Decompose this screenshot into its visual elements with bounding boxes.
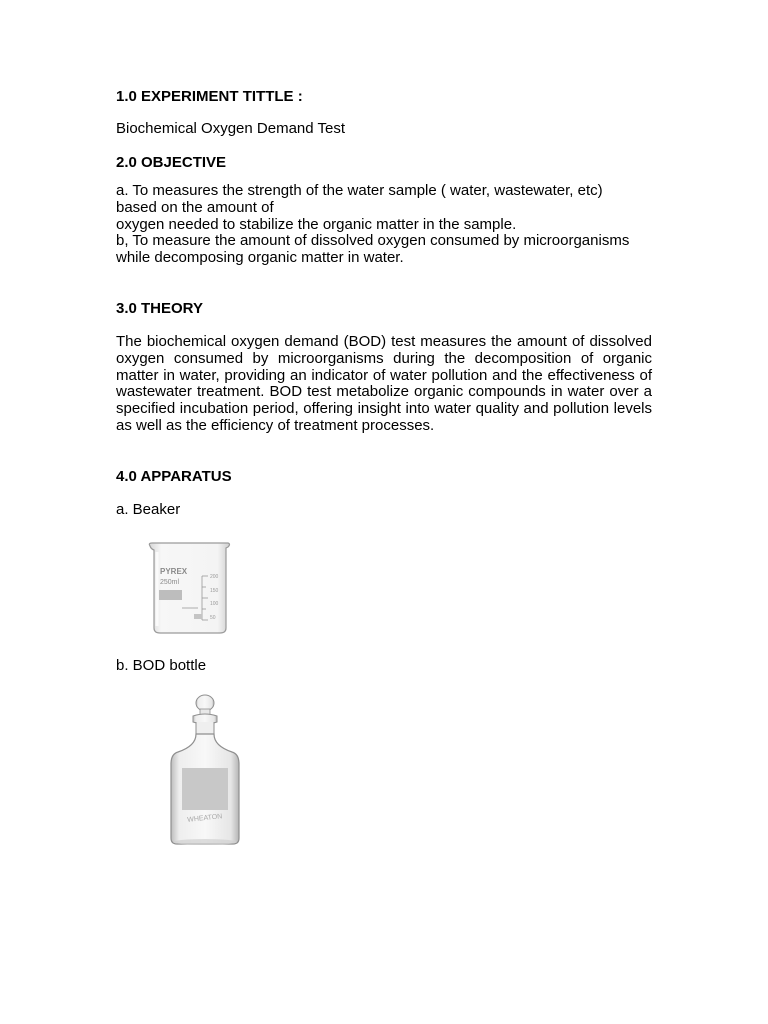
objective-line: b, To measure the amount of dissolved oxygen consumed by microorganisms <box>116 232 630 250</box>
bod-bottle-image <box>162 692 248 852</box>
apparatus-heading: 4.0 APPARATUS <box>116 468 232 485</box>
theory-heading: 3.0 THEORY <box>116 300 203 317</box>
objective-line: based on the amount of <box>116 198 274 216</box>
bottle-label-patch <box>182 768 228 810</box>
theory-paragraph: The biochemical oxygen demand (BOD) test measures the amount of dissolved oxygen consumed by microorganisms during the decomposition of organic matter in water, providing an indicator of water pollution and the effectiveness of wastewater treatment. BOD test metabolize organic compounds in water over a specified incubation period, offering insight into water quality and pollution levels as well as the efficiency of treatment processes. <box>116 333 652 434</box>
experiment-title-text: Biochemical Oxygen Demand Test <box>116 120 345 137</box>
objective-line: a. To measures the strength of the water sample ( water, wastewater, etc) <box>116 182 603 199</box>
objective-heading: 2.0 OBJECTIVE <box>116 154 227 171</box>
beaker-label-patch <box>159 590 182 600</box>
beaker-mark-100: 100 <box>210 601 219 607</box>
objective-text <box>116 183 676 267</box>
beaker-brand-text: PYREX <box>160 567 188 576</box>
beaker-volume-text: 250ml <box>160 579 180 586</box>
apparatus-item-bod-bottle-label: b. BOD bottle <box>116 657 207 674</box>
objective-line: while decomposing organic matter in water. <box>116 249 404 267</box>
experiment-title-heading: 1.0 EXPERIMENT TITTLE : <box>116 88 303 105</box>
beaker-mark-50: 50 <box>210 615 216 621</box>
beaker-image <box>146 538 234 636</box>
beaker-mark-150: 150 <box>210 588 219 594</box>
apparatus-item-beaker-label: a. Beaker <box>116 501 181 518</box>
beaker-mark-200: 200 <box>210 574 219 580</box>
bottle-brand-text: WHEATON <box>187 813 223 824</box>
objective-line: oxygen needed to stabilize the organic matter in the sample. <box>116 215 517 233</box>
